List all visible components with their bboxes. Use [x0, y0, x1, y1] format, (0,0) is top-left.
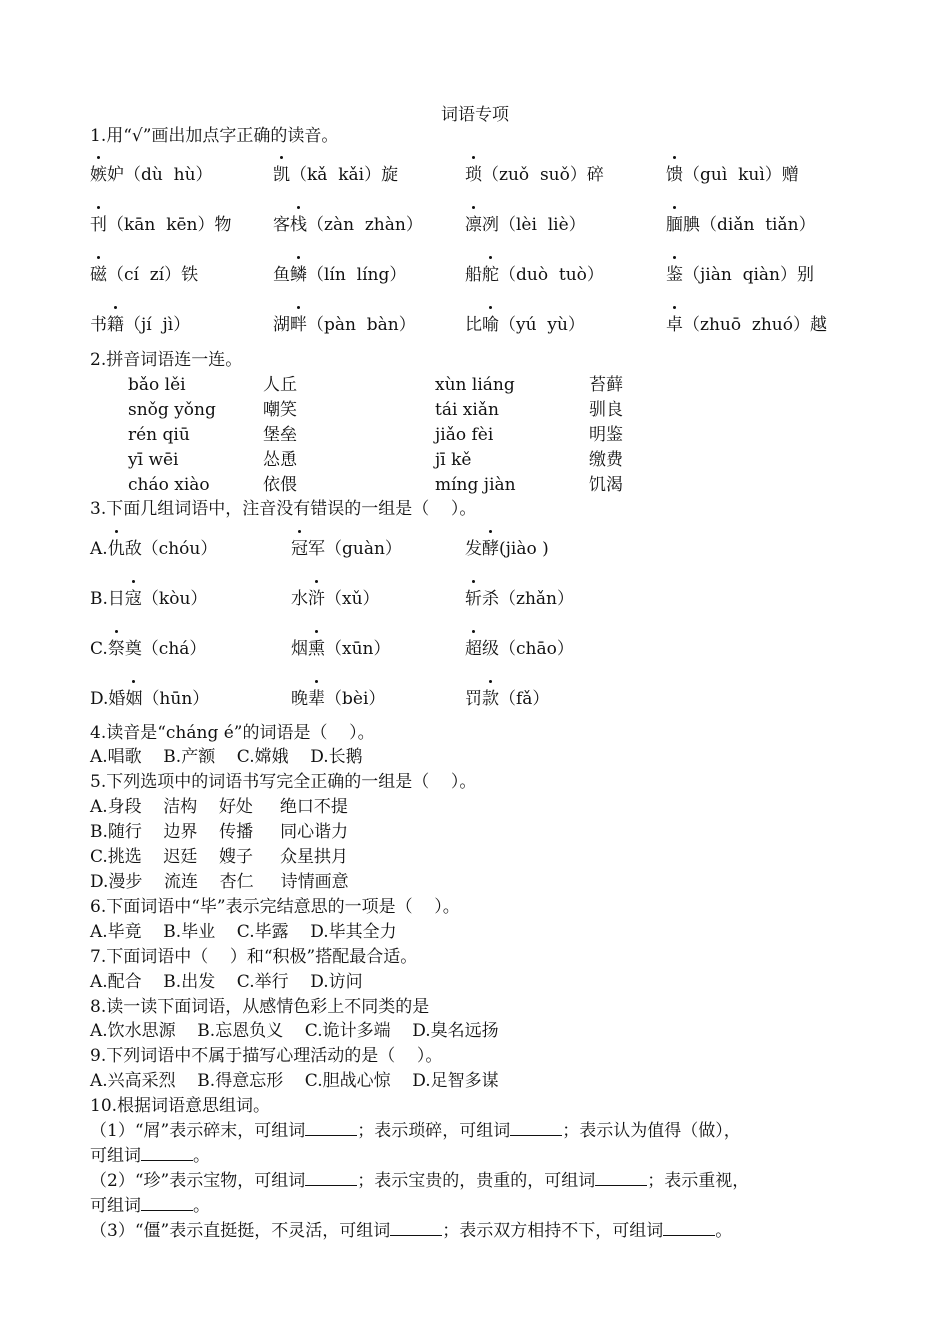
q3-word: 晚辈（bèi） [291, 689, 386, 709]
q6-prompt: 6.下面词语中“毕”表示完结意思的一项是（ ）。 [90, 897, 460, 917]
q7-prompt: 7.下面词语中（ ）和“积极”搭配最合适。 [90, 947, 418, 967]
q3-word: 发酵(jiào ) [465, 539, 549, 559]
q3-word: 烟熏（xūn） [291, 639, 391, 659]
q3-word: 冠军（guàn） [291, 539, 402, 559]
q4-options: A.唱歌 B.产额 C.嫦娥 D.长鹅 [90, 747, 363, 767]
answer-blank[interactable] [141, 1194, 193, 1211]
q1-item: 磁（cí zí）铁 [90, 265, 199, 285]
q2-row [128, 448, 688, 473]
q6-options: A.毕竟 B.毕业 C.毕露 D.毕其全力 [90, 922, 397, 942]
q2-word-left: 怂恿 [263, 450, 297, 470]
q9-options: A.兴高采烈 B.得意忘形 C.胆战心惊 D.足智多谋 [90, 1071, 499, 1091]
q3-prompt: 3.下面几组词语中，注音没有错误的一组是（ ）。 [90, 499, 477, 519]
q5-option-a: A.身段 洁构 好处 绝口不提 [90, 797, 348, 817]
answer-blank[interactable] [305, 1169, 357, 1186]
q2-pinyin-left: cháo xiào [128, 475, 210, 495]
q1-grid [90, 163, 870, 363]
q1-item: 船舵（duò tuò） [465, 265, 604, 285]
q2-pinyin-right: míng jiàn [435, 475, 516, 495]
q2-word-right: 缴费 [589, 450, 623, 470]
answer-blank[interactable] [663, 1219, 715, 1236]
q1-item: 刊（kān kēn）物 [90, 215, 232, 235]
q2-word-right: 苔藓 [589, 375, 623, 395]
q1-row-3 [90, 263, 870, 287]
q3-option-a [90, 537, 690, 561]
q1-row-1 [90, 163, 870, 187]
q2-row [128, 473, 688, 498]
q2-pinyin-left: snǒg yǒng [128, 400, 216, 420]
q3-word: 水浒（xǔ） [291, 589, 380, 609]
q3-options [90, 537, 690, 737]
q3-option-b [90, 587, 690, 611]
q1-item: 凯（kǎ kǎi）旋 [273, 165, 399, 185]
q8-options: A.饮水思源 B.忘恩负义 C.诡计多端 D.臭名远扬 [90, 1021, 499, 1041]
q4-prompt: 4.读音是“cháng é”的词语是（ ）。 [90, 723, 375, 743]
q10-item-2: （2）“珍”表示宝物，可组词 ；表示宝贵的，贵重的，可组词 ；表示重视， [90, 1171, 750, 1191]
q3-word: 罚款（fǎ） [465, 689, 550, 709]
q10-item-2-cont: 可组词 。 [90, 1196, 210, 1216]
q3-option-c [90, 637, 690, 661]
q3-word: 超级（chāo） [465, 639, 574, 659]
q8-prompt: 8.读一读下面词语，从感情色彩上不同类的是 [90, 997, 430, 1017]
q3-option-d [90, 687, 690, 711]
q3-word: D.婚姻（hūn） [90, 689, 210, 709]
q2-matching-table [128, 373, 688, 498]
q9-prompt: 9.下列词语中不属于描写心理活动的是（ ）。 [90, 1046, 443, 1066]
q5-prompt: 5.下列选项中的词语书写完全正确的一组是（ ）。 [90, 772, 477, 792]
answer-blank[interactable] [305, 1119, 357, 1136]
q1-item: 客栈（zàn zhàn） [273, 215, 423, 235]
q1-item: 书籍（jí jì） [90, 315, 191, 335]
q2-word-left: 依偎 [263, 475, 297, 495]
q1-item: 琐（zuǒ suǒ）碎 [465, 165, 604, 185]
q2-word-right: 驯良 [589, 400, 623, 420]
q1-item: 腼腆（diǎn tiǎn） [666, 215, 816, 235]
q2-word-left: 堡垒 [263, 425, 297, 445]
q2-word-left: 嘲笑 [263, 400, 297, 420]
q2-row [128, 398, 688, 423]
q1-row-2 [90, 213, 870, 237]
q2-word-right: 饥渴 [589, 475, 623, 495]
q2-row [128, 373, 688, 398]
q2-pinyin-left: bǎo lěi [128, 375, 186, 395]
q1-item: 比喻（yú yù） [465, 315, 585, 335]
answer-blank[interactable] [510, 1119, 562, 1136]
q3-word: B.日寇（kòu） [90, 589, 208, 609]
q5-option-c: C.挑选 迟廷 嫂子 众星拱月 [90, 847, 349, 867]
q10-item-1-cont: 可组词 。 [90, 1146, 210, 1166]
answer-blank[interactable] [595, 1169, 647, 1186]
q2-pinyin-left: yī wēi [128, 450, 179, 470]
q1-item: 鉴（jiàn qiàn）别 [666, 265, 815, 285]
q3-word: A.仇敌（chóu） [90, 539, 218, 559]
q1-item: 湖畔（pàn bàn） [273, 315, 416, 335]
q2-pinyin-left: rén qiū [128, 425, 190, 445]
q10-item-3: （3）“僵”表示直挺挺，不灵活，可组词 ；表示双方相持不下，可组词 。 [90, 1221, 733, 1241]
q3-word: C.祭奠（chá） [90, 639, 207, 659]
q10-prompt: 10.根据词语意思组词。 [90, 1096, 271, 1116]
q2-pinyin-right: jī kě [435, 450, 472, 470]
q10-item-1: （1）“屑”表示碎末，可组词 ；表示琐碎，可组词 ；表示认为值得（做）， [90, 1121, 741, 1141]
q2-word-left: 人丘 [263, 375, 297, 395]
q1-item: 凛冽（lèi liè） [465, 215, 586, 235]
q1-item: 嫉妒（dù hù） [90, 165, 213, 185]
q2-pinyin-right: xùn liáng [435, 375, 515, 395]
q1-prompt: 1.用“√”画出加点字正确的读音。 [90, 126, 339, 146]
q1-item: 馈（guì kuì）赠 [666, 165, 799, 185]
q1-row-4 [90, 313, 870, 337]
q2-prompt: 2.拼音词语连一连。 [90, 350, 243, 370]
q5-option-d: D.漫步 流连 杏仁 诗情画意 [90, 872, 349, 892]
q2-row [128, 423, 688, 448]
q2-pinyin-right: jiǎo fèi [435, 425, 494, 445]
q7-options: A.配合 B.出发 C.举行 D.访问 [90, 972, 363, 992]
q2-word-right: 明鉴 [589, 425, 623, 445]
q1-item: 卓（zhuō zhuó）越 [666, 315, 827, 335]
answer-blank[interactable] [390, 1219, 442, 1236]
q5-option-b: B.随行 边界 传播 同心谐力 [90, 822, 349, 842]
q2-pinyin-right: tái xiǎn [435, 400, 499, 420]
q1-item: 鱼鳞（lín líng） [273, 265, 407, 285]
answer-blank[interactable] [141, 1144, 193, 1161]
page-title: 词语专项 [441, 105, 509, 125]
q3-word: 斩杀（zhǎn） [465, 589, 574, 609]
